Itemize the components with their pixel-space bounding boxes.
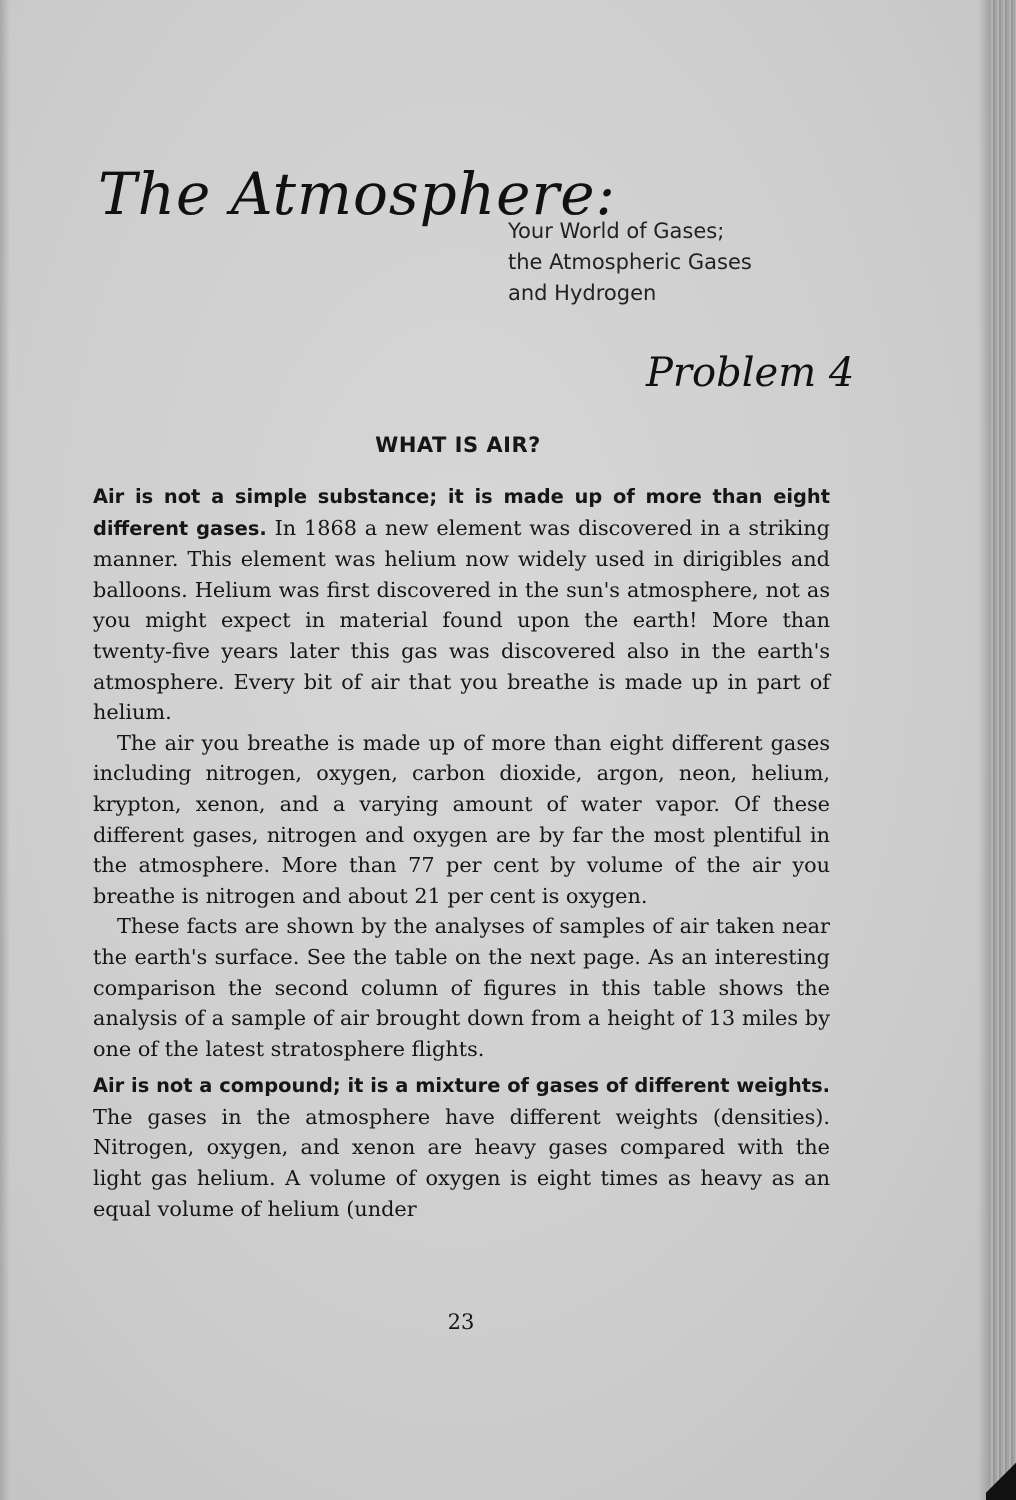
paragraph-text: In 1868 a new element was discovered in a striking manner. This element was helium now widely used in dirigibles and balloons. Helium was first discovered in the sun's atmosphere, not as you might expect in material found upon the earth! More than twenty-five years later this gas was discovered also in the earth's atmosphere. Every bit of air that you breathe is made up in part of helium. [93,515,830,725]
book-spine-edge [990,0,1016,1500]
paragraph: These facts are shown by the analyses of samples of air taken near the earth's surface. See the table on the next page. As an interesting comparison the second column of figures in this table shows the analysis of a sample of air brought down from a height of 13 miles by one of the latest stratosphere flights. [93,914,830,1061]
section-heading: WHAT IS AIR? [375,433,541,457]
subtitle-line: and Hydrogen [508,281,657,305]
paragraph [93,481,830,728]
chapter-subtitle [508,216,752,309]
subtitle-line: Your World of Gases; [508,219,725,243]
page-left-edge [0,0,10,1500]
problem-label: Problem 4 [646,350,855,396]
paragraph-lead: Air is not a simple substance; it is made up of more than eight different gases. [93,485,830,540]
paragraph-lead: Air is not a compound; it is a mixture of gases of different weights. [93,1074,830,1098]
subtitle-line: the Atmospheric Gases [508,250,752,274]
paragraph [93,1070,830,1224]
page-number: 23 [447,1310,475,1334]
paragraph: The air you breathe is made up of more than eight different gases including nitrogen, oxygen, carbon dioxide, argon, neon, helium, krypton, xenon, and a varying amount of water vapor. Of these different gases, nitrogen and oxygen are by far the most plentiful in the atmosphere. More than 77 per cent by volume of the air you breathe is nitrogen and about 21 per cent is oxygen. [93,730,830,908]
body-text [93,481,830,1224]
gutter-shadow [978,0,990,1500]
paragraph-text: The gases in the atmosphere have different weights (densities). Nitrogen, oxygen, and xenon are heavy gases compared with the light gas helium. A volume of oxygen is eight times as heavy as an equal volume of helium (under [93,1104,830,1221]
chapter-title: The Atmosphere: [98,160,617,228]
page-corner [986,1456,1016,1500]
